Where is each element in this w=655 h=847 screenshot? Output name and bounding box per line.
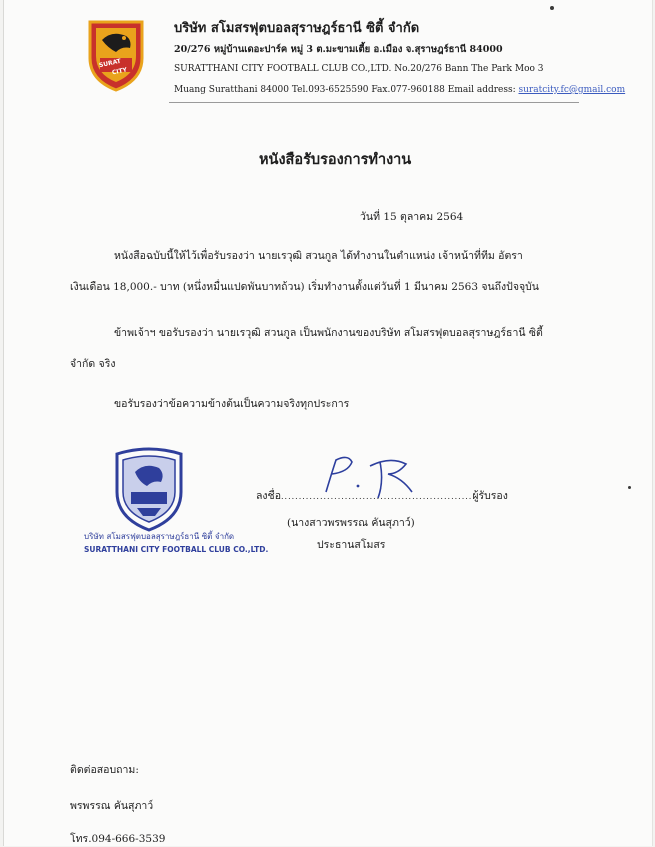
signature-dots: ......................................................: [281, 492, 473, 501]
company-name-en: SURATTHANI CITY FOOTBALL CLUB CO.,LTD. No.20/276 Bann The Park Moo 3: [174, 64, 544, 74]
paragraph-2-line-2: จำกัด จริง: [70, 358, 116, 370]
paragraph-1-line-1: หนังสือฉบับนี้ให้ไว้เพื่อรับรองว่า นายเรวุฒิ สวนกูล ได้ทำงานในตำแหน่ง เจ้าหน้าที่ทีม อัตรา: [114, 250, 523, 262]
signature-prefix: ลงชื่อ: [256, 490, 281, 502]
signer-name: (นางสาวพรพรรณ คันสุภาว์): [287, 517, 415, 529]
company-stamp-icon: [111, 446, 187, 534]
logo-text-bottom: CITY: [111, 66, 128, 77]
paragraph-3: ขอรับรองว่าข้อความข้างต้นเป็นความจริงทุกประการ: [114, 398, 350, 410]
company-name-th: บริษัท สโมสรฟุตบอลสุราษฎร์ธานี ซิตี้ จำกัด: [174, 21, 420, 36]
email-link[interactable]: suratcity.fc@gmail.com: [518, 85, 626, 95]
letter-page: [3, 0, 653, 846]
contact-phone: โทร.094-666-3539: [70, 833, 166, 845]
logo-text-top: SURAT: [98, 57, 122, 70]
contact-name: พรพรรณ คันสุภาว์: [70, 800, 154, 812]
contact-label: ติดต่อสอบถาม:: [70, 764, 139, 776]
company-address-th: 20/276 หมู่บ้านเดอะปาร์ค หมู่ 3 ต.มะขามเตี้ย อ.เมือง จ.สุราษฎร์ธานี 84000: [174, 44, 503, 55]
company-contact-en: [174, 85, 625, 95]
stamp-name-en: SURATTHANI CITY FOOTBALL CLUB CO.,LTD.: [84, 545, 269, 554]
document-date: วันที่ 15 ตุลาคม 2564: [360, 211, 464, 223]
signature-suffix: ผู้รับรอง: [472, 490, 508, 502]
document-title: หนังสือรับรองการทำงาน: [259, 151, 412, 168]
paragraph-1-line-2: เงินเดือน 18,000.- บาท (หนึ่งหมื่นแปดพันบาทถ้วน) เริ่มทำงานตั้งแต่วันที่ 1 มีนาคม 2563 จนถึงปัจจุบัน: [70, 281, 539, 293]
paragraph-2-line-1: ข้าพเจ้าฯ ขอรับรองว่า นายเรวุฒิ สวนกูล เป็นพนักงานของบริษัท สโมสรฟุตบอลสุราษฎร์ธานี ซิตี้: [114, 327, 543, 339]
stamp-name-th: บริษัท สโมสรฟุตบอลสุราษฎร์ธานี ซิตี้ จำกัด: [84, 532, 235, 541]
scan-speck: [550, 6, 554, 10]
signature-line: [256, 487, 508, 504]
club-logo-icon: [86, 18, 146, 92]
signer-position: ประธานสโมสร: [317, 539, 386, 551]
header-divider: [169, 102, 579, 103]
scan-speck: [628, 486, 631, 489]
contact-details: Muang Suratthani 84000 Tel.093-6525590 Fax.077-960188 Email address:: [174, 85, 519, 95]
